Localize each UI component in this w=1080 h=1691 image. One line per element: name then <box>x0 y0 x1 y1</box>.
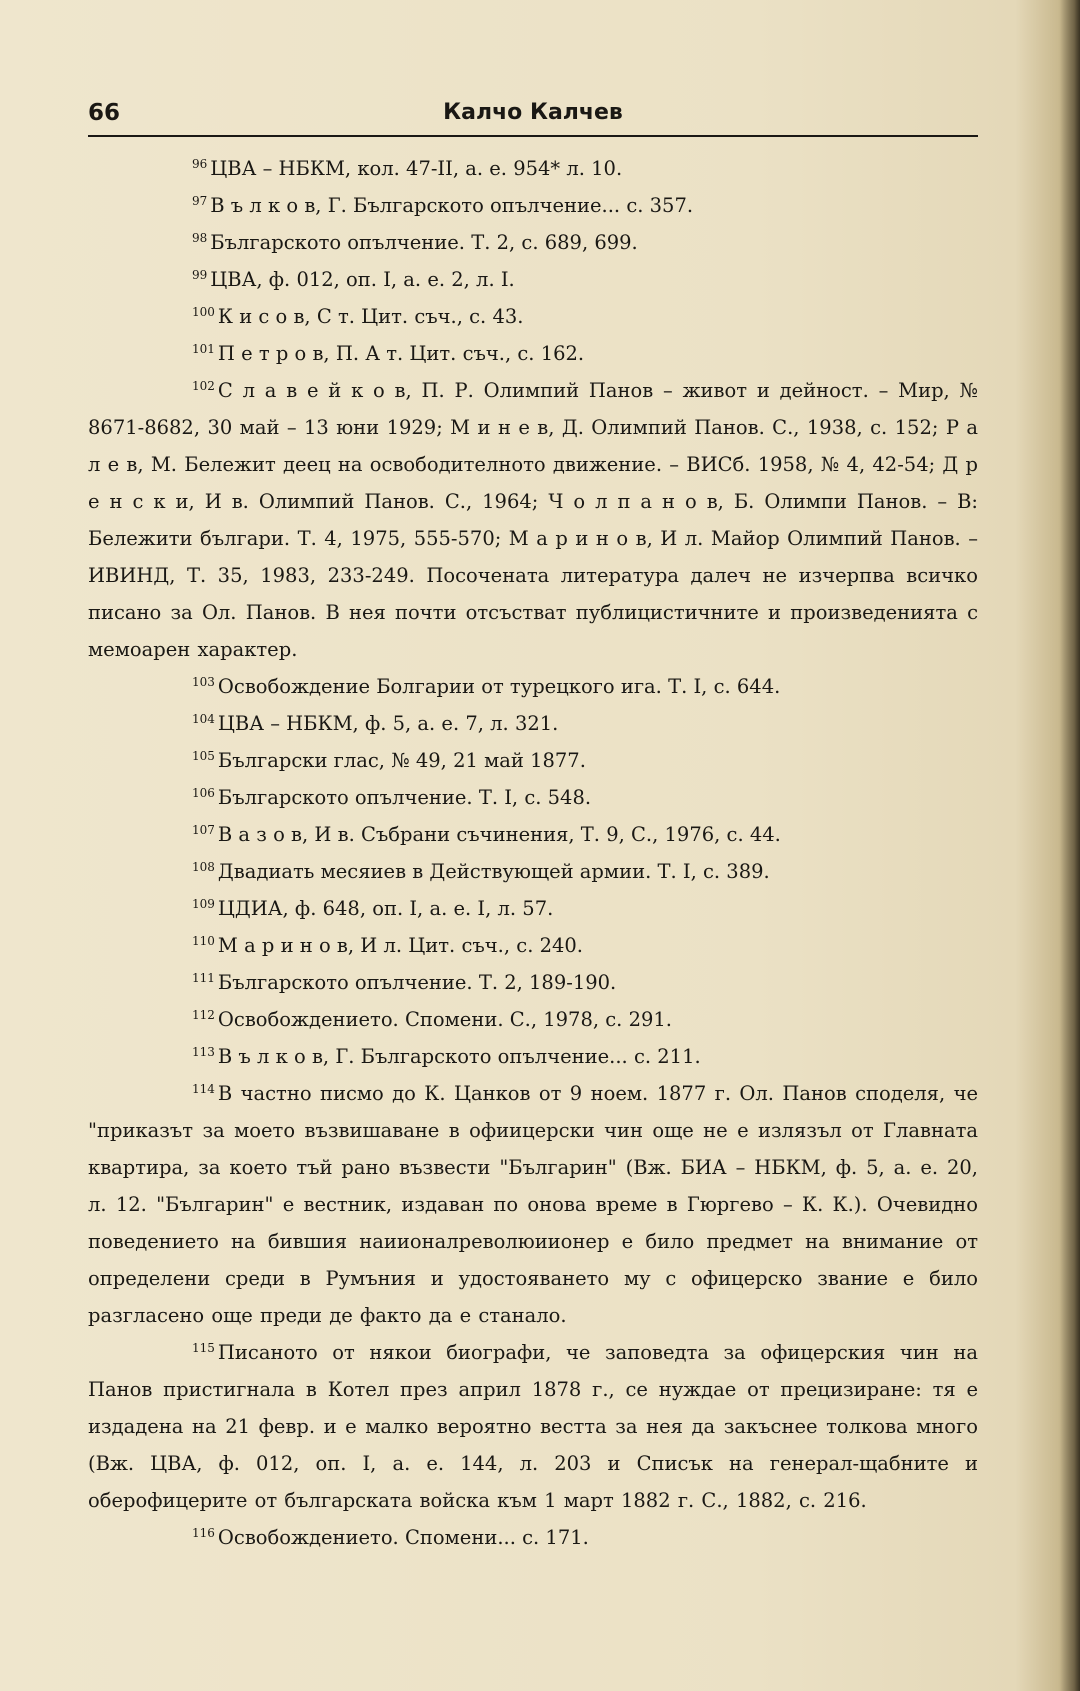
page-number: 66 <box>88 100 121 126</box>
footnote-number: 105 <box>192 749 215 763</box>
footnote-number: 107 <box>192 823 215 837</box>
footnote-number: 100 <box>192 305 215 319</box>
footnote-text: Освобождението. Спомени. С., 1978, с. 291. <box>217 1008 672 1031</box>
footnote-number: 114 <box>192 1082 215 1096</box>
footnotes-list <box>88 150 978 1556</box>
footnote-number: 109 <box>192 897 215 911</box>
footnote-96 <box>88 150 978 187</box>
footnote-number: 102 <box>192 379 215 393</box>
footnote-106 <box>88 779 978 816</box>
footnote-text: С л а в е й к о в, П. Р. Олимпий Панов – живот и дейност. – Мир, № 8671-8682, 30 май – 13 юни 1929; М и н е в, Д. Олимпий Панов. С., 1938, с. 152; Р а л е в, М. Бележит деец на освободителното движение. – ВИСб. 1958, № 4, 42-54; Д р е н с к и, И в. Олимпий Панов. С., 1964; Ч о л п а н о в, Б. Олимпи Панов. – В: Бележити българи. Т. 4, 1975, 555-570; М а р и н о в, И л. Майор Олимпий Панов. – ИВИНД, Т. 35, 1983, 233-249. Посочената литература далеч не изчерпва всичко писано за Ол. Панов. В нея почти отсъстват публицистичните и произведенията с мемоарен характер. <box>88 379 978 661</box>
footnote-text: В ъ л к о в, Г. Българското опълчение... с. 357. <box>210 194 694 217</box>
footnote-text: П е т р о в, П. А т. Цит. съч., с. 162. <box>217 342 585 365</box>
footnote-text: В а з о в, И в. Събрани съчинения, Т. 9, С., 1976, с. 44. <box>217 823 781 846</box>
footnote-number: 116 <box>192 1526 215 1540</box>
footnote-text: Българското опълчение. Т. 2, 189-190. <box>217 971 617 994</box>
footnote-text: В ъ л к о в, Г. Българското опълчение... с. 211. <box>217 1045 701 1068</box>
footnote-108 <box>88 853 978 890</box>
footnote-number: 104 <box>192 712 215 726</box>
footnote-text: ЦДИА, ф. 648, оп. I, а. е. I, л. 57. <box>217 897 554 920</box>
footnote-text: М а р и н о в, И л. Цит. съч., с. 240. <box>217 934 584 957</box>
footnote-number: 111 <box>192 971 215 985</box>
footnote-116 <box>88 1519 978 1556</box>
footnote-114 <box>88 1075 978 1334</box>
page-header <box>88 96 978 136</box>
footnote-number: 106 <box>192 786 215 800</box>
footnote-number: 108 <box>192 860 215 874</box>
running-head-author: Калчо Калчев <box>443 100 623 125</box>
footnote-99 <box>88 261 978 298</box>
footnote-text: Освобождението. Спомени... с. 171. <box>217 1526 589 1549</box>
footnote-109 <box>88 890 978 927</box>
footnote-number: 103 <box>192 675 215 689</box>
footnote-text: ЦВА – НБКМ, ф. 5, а. е. 7, л. 321. <box>217 712 559 735</box>
footnote-number: 96 <box>192 157 208 171</box>
footnote-number: 101 <box>192 342 215 356</box>
footnote-text: Двадиать месяиев в Действующей армии. Т. I, с. 389. <box>217 860 770 883</box>
footnote-number: 110 <box>192 934 215 948</box>
footnote-102 <box>88 372 978 668</box>
footnote-text: Освобождение Болгарии от турецкого ига. Т. I, с. 644. <box>217 675 781 698</box>
footnote-number: 97 <box>192 194 208 208</box>
footnote-112 <box>88 1001 978 1038</box>
footnote-110 <box>88 927 978 964</box>
footnote-text: К и с о в, С т. Цит. съч., с. 43. <box>217 305 524 328</box>
footnote-text: Писаното от някои биографи, че заповедта за офицерския чин на Панов пристигнала в Котел през април 1878 г., се нуждае от прецизиране: тя е издадена на 21 февр. и е малко вероятно вестта за нея да закъснее толкова много (Вж. ЦВА, ф. 012, оп. I, а. е. 144, л. 203 и Списък на генерал-щабните и оберофицерите от българската войска към 1 март 1882 г. С., 1882, с. 216. <box>88 1341 978 1512</box>
footnote-text: ЦВА, ф. 012, оп. I, а. е. 2, л. I. <box>210 268 515 291</box>
footnote-101 <box>88 335 978 372</box>
footnote-113 <box>88 1038 978 1075</box>
binding-shadow <box>1060 0 1080 1691</box>
footnote-number: 112 <box>192 1008 215 1022</box>
footnote-text: Българското опълчение. Т. 2, с. 689, 699. <box>210 231 638 254</box>
footnote-105 <box>88 742 978 779</box>
footnote-98 <box>88 224 978 261</box>
footnote-number: 115 <box>192 1341 215 1355</box>
footnote-text: В частно писмо до К. Цанков от 9 ноем. 1877 г. Ол. Панов споделя, че "приказът за моето възвишаване в офиицерски чин още не е излязъл от Главната квартира, за което тъй рано възвести "Българин" (Вж. БИА – НБКМ, ф. 5, а. е. 20, л. 12. "Българин" е вестник, издаван по онова време в Гюргево – К. К.). Очевидно поведението на бившия наиионалреволюиионер е било предмет на внимание от определени среди в Румъния и удостояването му с офицерско звание е било разгласено още преди де факто да е станало. <box>88 1082 978 1327</box>
footnote-number: 98 <box>192 231 208 245</box>
header-rule <box>88 135 978 137</box>
footnote-115 <box>88 1334 978 1519</box>
footnote-number: 99 <box>192 268 208 282</box>
footnote-text: Български глас, № 49, 21 май 1877. <box>217 749 586 772</box>
footnote-111 <box>88 964 978 1001</box>
footnote-100 <box>88 298 978 335</box>
footnote-97 <box>88 187 978 224</box>
footnote-number: 113 <box>192 1045 215 1059</box>
footnote-104 <box>88 705 978 742</box>
footnote-text: Българското опълчение. Т. I, с. 548. <box>217 786 592 809</box>
footnote-103 <box>88 668 978 705</box>
footnote-107 <box>88 816 978 853</box>
footnote-text: ЦВА – НБКМ, кол. 47-II, а. е. 954* л. 10. <box>210 157 623 180</box>
